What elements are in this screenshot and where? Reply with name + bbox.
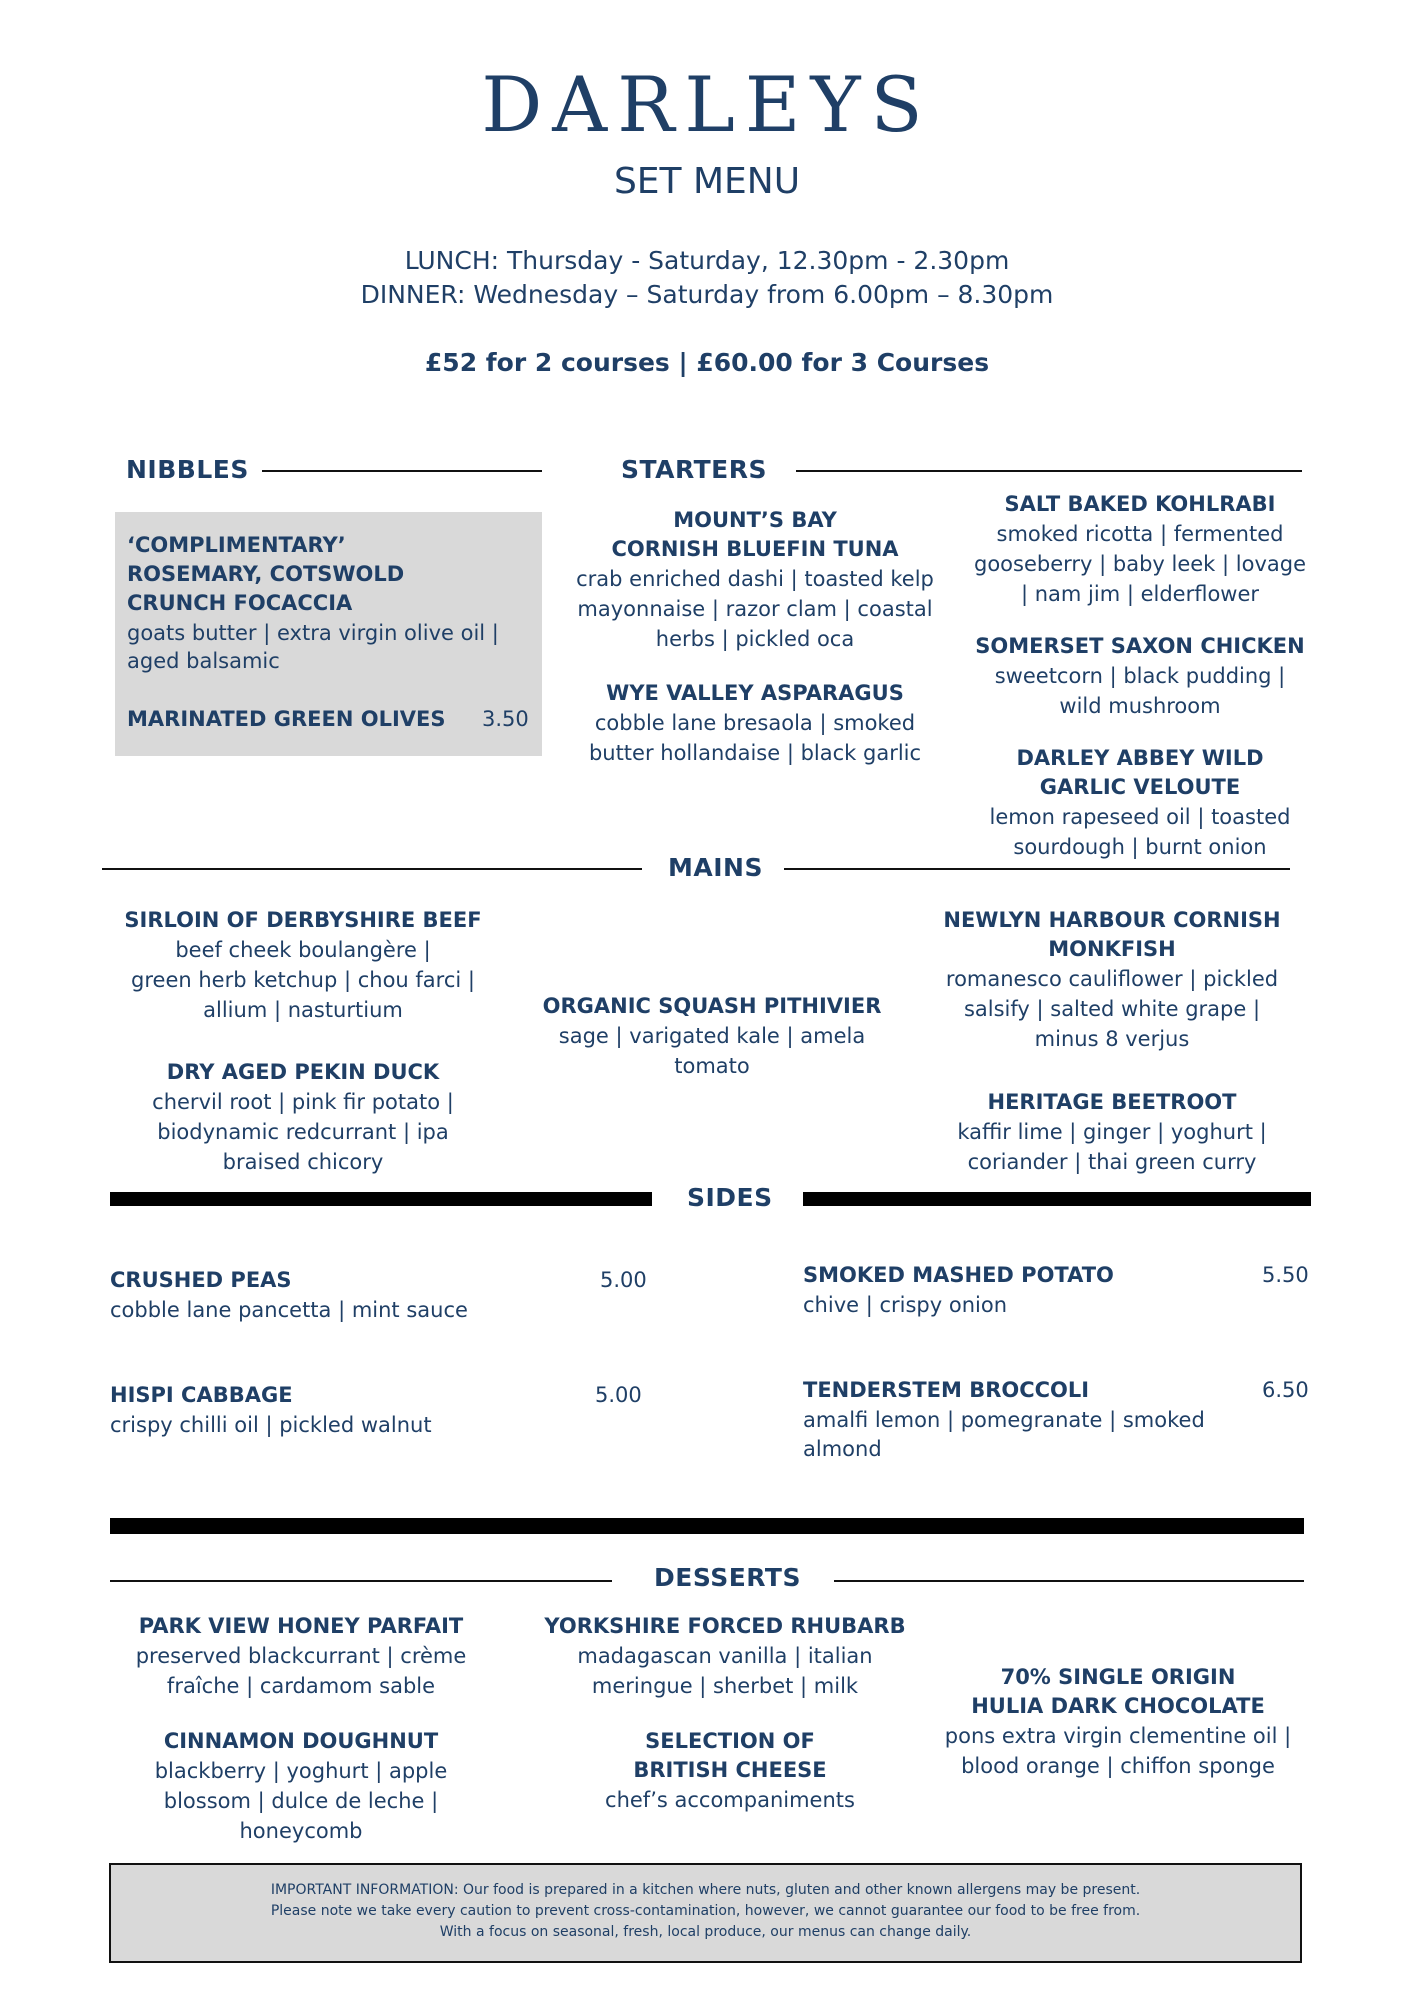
starter-chicken-desc-1: sweetcorn | black pudding | (994, 664, 1286, 688)
starter-tuna-desc-3: herbs | pickled oca (655, 627, 855, 651)
main-monkfish (912, 906, 1312, 1054)
main-beetroot-desc-1: kaffir lime | ginger | yoghurt | (957, 1120, 1267, 1144)
starters-heading: STARTERS (621, 455, 767, 484)
dessert-doughnut-desc-3: honeycomb (239, 1819, 363, 1843)
dessert-chocolate (918, 1663, 1318, 1781)
nibbles-divider (262, 470, 542, 472)
dessert-cheese (530, 1727, 930, 1815)
dessert-chocolate-name-2: HULIA DARK CHOCOLATE (971, 1694, 1265, 1718)
dessert-rhubarb-desc-1: madagascan vanilla | italian (577, 1644, 873, 1668)
starter-veloute-desc-1: lemon rapeseed oil | toasted (989, 805, 1291, 829)
allergen-notice (109, 1863, 1302, 1963)
desserts-divider-left (110, 1580, 612, 1582)
starter-kohlrabi-desc-1: smoked ricotta | fermented (996, 522, 1284, 546)
starter-asparagus-desc-1: cobble lane bresaola | smoked (594, 711, 916, 735)
allergen-notice-line-2: Please note we take every caution to prevent cross-contamination, however, we cannot guarantee our food to be free from. (270, 1903, 1141, 1919)
main-beef-desc-2: green herb ketchup | chou farci | (131, 968, 475, 992)
sides-divider-right (803, 1192, 1311, 1206)
mains-divider-left (102, 868, 642, 870)
main-monkfish-desc-2: salsify | salted white grape | (963, 997, 1261, 1021)
starter-veloute (950, 744, 1330, 862)
main-beef-desc-1: beef cheek boulangère | (175, 938, 431, 962)
starter-tuna-desc-2: mayonnaise | razor clam | coastal (577, 597, 933, 621)
starter-chicken-desc-2: wild mushroom (1059, 694, 1221, 718)
starter-tuna-name-2: CORNISH BLUEFIN TUNA (611, 537, 899, 561)
dinner-hours: DINNER: Wednesday – Saturday from 6.00pm – 8.30pm (360, 280, 1054, 309)
desserts-heading: DESSERTS (654, 1563, 801, 1592)
allergen-notice-line-3: With a focus on seasonal, fresh, local produce, our menus can change daily. (439, 1924, 972, 1940)
mains-heading: MAINS (668, 853, 763, 882)
main-pithivier-name: ORGANIC SQUASH PITHIVIER (542, 994, 882, 1018)
side-cabbage-name: HISPI CABBAGE (110, 1383, 293, 1407)
olives-name: MARINATED GREEN OLIVES (127, 707, 446, 731)
side-broccoli-desc-1: amalfi lemon | pomegranate | smoked (803, 1408, 1205, 1432)
side-cabbage-price: 5.00 (595, 1383, 642, 1407)
dessert-parfait-desc-2: fraîche | cardamom sable (166, 1674, 436, 1698)
side-broccoli-desc-2: almond (803, 1437, 882, 1461)
main-monkfish-name-2: MONKFISH (1048, 937, 1176, 961)
sides-divider-left (110, 1192, 652, 1206)
sides-heading: SIDES (687, 1183, 773, 1212)
dessert-chocolate-desc-1: pons extra virgin clementine oil | (944, 1724, 1292, 1748)
starter-asparagus (555, 679, 955, 768)
starter-veloute-desc-2: sourdough | burnt onion (1013, 835, 1267, 859)
dessert-chocolate-desc-2: blood orange | chiffon sponge (961, 1754, 1275, 1778)
side-broccoli-name: TENDERSTEM BROCCOLI (803, 1378, 1090, 1402)
side-peas-price: 5.00 (600, 1268, 647, 1292)
allergen-notice-line-1: IMPORTANT INFORMATION: Our food is prepared in a kitchen where nuts, gluten and other known allergens may be present. (270, 1882, 1141, 1898)
main-beef-desc-3: allium | nasturtium (203, 998, 403, 1022)
starter-veloute-name-2: GARLIC VELOUTE (1039, 775, 1241, 799)
mains-divider-right (784, 868, 1290, 870)
restaurant-logo: DARLEYS (481, 60, 933, 149)
side-peas-name: CRUSHED PEAS (110, 1268, 292, 1292)
dessert-cheese-name-1: SELECTION OF (645, 1729, 815, 1753)
focaccia-name-1: ‘COMPLIMENTARY’ (127, 533, 346, 557)
dessert-doughnut-desc-1: blackberry | yoghurt | apple (154, 1759, 448, 1783)
dessert-doughnut-desc-2: blossom | dulce de leche | (163, 1789, 439, 1813)
olives-price: 3.50 (482, 707, 529, 731)
main-duck-desc-1: chervil root | pink fir potato | (152, 1090, 454, 1114)
main-beetroot-desc-2: coriander | thai green curry (967, 1150, 1257, 1174)
main-beetroot-name: HERITAGE BEETROOT (987, 1090, 1237, 1114)
side-mash-desc: chive | crispy onion (803, 1293, 1008, 1317)
main-pithivier (527, 992, 897, 1081)
dessert-doughnut (96, 1727, 506, 1846)
starter-chicken-name: SOMERSET SAXON CHICKEN (975, 634, 1305, 658)
starter-veloute-name-1: DARLEY ABBEY WILD (1016, 746, 1264, 770)
main-duck-desc-2: biodynamic redcurrant | ipa (157, 1120, 449, 1144)
main-pithivier-desc-2: tomato (674, 1054, 750, 1078)
lunch-hours: LUNCH: Thursday - Saturday, 12.30pm - 2.30pm (404, 246, 1010, 275)
dessert-cheese-name-2: BRITISH CHEESE (633, 1758, 827, 1782)
dessert-rhubarb-name: YORKSHIRE FORCED RHUBARB (544, 1614, 906, 1638)
main-monkfish-name-1: NEWLYN HARBOUR CORNISH (943, 908, 1281, 932)
starter-asparagus-name: WYE VALLEY ASPARAGUS (606, 681, 904, 705)
starter-kohlrabi-desc-3: | nam jim | elderflower (1020, 582, 1260, 606)
main-beef-name: SIRLOIN OF DERBYSHIRE BEEF (124, 908, 482, 932)
focaccia-name-2: ROSEMARY, COTSWOLD (127, 562, 405, 586)
section-divider (110, 1518, 1304, 1534)
side-peas-desc: cobble lane pancetta | mint sauce (110, 1298, 468, 1322)
main-monkfish-desc-3: minus 8 verjus (1034, 1027, 1190, 1051)
main-duck (93, 1058, 513, 1177)
main-beef (93, 906, 513, 1025)
starters-divider (796, 470, 1302, 472)
dessert-doughnut-name: CINNAMON DOUGHNUT (163, 1729, 439, 1753)
starter-asparagus-desc-2: butter hollandaise | black garlic (588, 741, 922, 765)
starter-tuna-name-1: MOUNT’S BAY (673, 508, 837, 532)
starter-chicken (950, 632, 1330, 721)
starter-tuna (555, 506, 955, 654)
main-beetroot (912, 1088, 1312, 1177)
starter-kohlrabi (950, 490, 1330, 609)
dessert-parfait-name: PARK VIEW HONEY PARFAIT (138, 1614, 464, 1638)
side-cabbage-desc: crispy chilli oil | pickled walnut (110, 1413, 432, 1437)
dessert-parfait (96, 1612, 506, 1701)
set-menu-price: £52 for 2 courses | £60.00 for 3 Courses (424, 348, 990, 377)
dessert-rhubarb-desc-2: meringue | sherbet | milk (591, 1674, 859, 1698)
dessert-chocolate-name-1: 70% SINGLE ORIGIN (1000, 1665, 1236, 1689)
main-duck-name: DRY AGED PEKIN DUCK (166, 1060, 440, 1084)
focaccia-desc-2: aged balsamic (127, 649, 280, 673)
dessert-parfait-desc-1: preserved blackcurrant | crème (135, 1644, 467, 1668)
side-mash-name: SMOKED MASHED POTATO (803, 1263, 1114, 1287)
dessert-cheese-desc: chef’s accompaniments (605, 1788, 855, 1812)
desserts-divider-right (834, 1580, 1304, 1582)
starter-kohlrabi-name: SALT BAKED KOHLRABI (1004, 492, 1276, 516)
focaccia-desc-1: goats butter | extra virgin olive oil | (127, 621, 499, 645)
side-mash-price: 5.50 (1262, 1263, 1309, 1287)
starter-kohlrabi-desc-2: gooseberry | baby leek | lovage (973, 552, 1306, 576)
main-monkfish-desc-1: romanesco cauliflower | pickled (945, 967, 1279, 991)
nibbles-heading: NIBBLES (126, 455, 249, 484)
main-duck-desc-3: braised chicory (222, 1150, 384, 1174)
dessert-rhubarb (515, 1612, 935, 1701)
side-broccoli-price: 6.50 (1262, 1378, 1309, 1402)
focaccia-name-3: CRUNCH FOCACCIA (127, 591, 353, 615)
main-pithivier-desc-1: sage | varigated kale | amela (558, 1024, 866, 1048)
starter-tuna-desc-1: crab enriched dashi | toasted kelp (576, 567, 934, 591)
menu-subtitle: SET MENU (613, 161, 801, 202)
